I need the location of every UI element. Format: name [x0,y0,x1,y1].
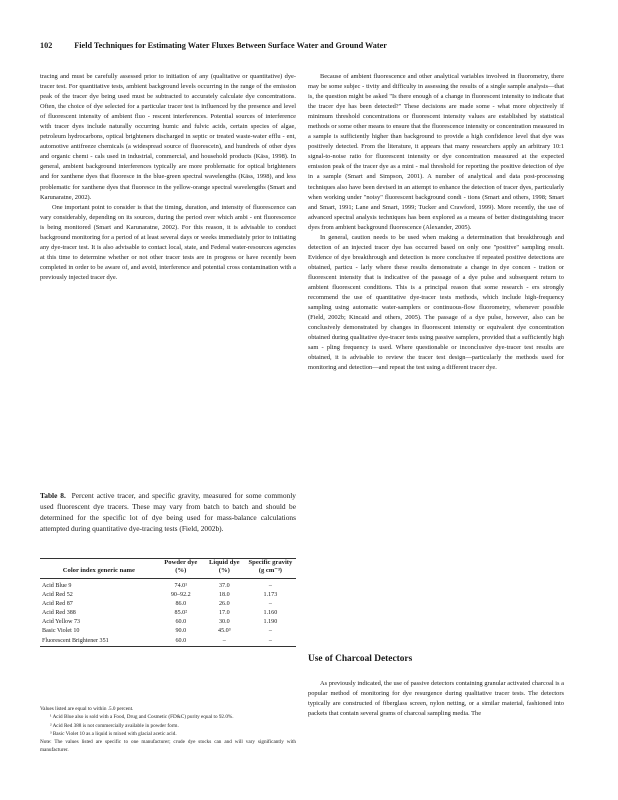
table-row [40,618,296,627]
page-header [40,41,580,50]
header-generic-name: Color index generic name [62,567,135,574]
table-row [40,637,296,647]
section-heading: Use of Charcoal Detectors [308,654,413,664]
table-caption-label: Table 8. [40,491,66,500]
row-name: Basic Violet 10 [42,628,80,635]
row-liquid: 30.0 [218,619,230,626]
table-note: Note: The values listed are specific to one manufacturer; crude dye stocks can and will vary significantly with manufacturer. [40,739,296,754]
row-liquid: – [222,637,226,644]
row-gravity: – [268,628,272,635]
row-gravity: 1.160 [263,610,278,617]
table-caption-text: Percent active tracer, and specific gravity, measured for some commonly used fluorescent dye tracers. These may vary from batch to batch and should be determined for the specific lot of dye being used for mass-balance calculations attempted during quantitative dye-tracing tests (Field, 2002b). [40,491,296,533]
table-notes [40,705,296,755]
header-specific-gravity: Specific gravity (g cm⁻³) [248,559,293,574]
row-powder: 60.0 [175,637,187,644]
right-column [308,72,564,373]
row-liquid: 45.0³ [218,628,231,635]
table-note: Values listed are equal to within .5.0 percent. [40,706,134,712]
right-paragraph-2: In general, caution needs to be used when making a determination that breakthrough and detection of an injected tracer dye has occurred based on only one "positive" sampling result. Evidence of dye breakthrough and detection is more conclusive if repeated positive detections are obtained, particu - larly where these results demonstrate a change in dye concen - tration or fluorescent intensity that is indicative of the passage of a dye pulse and subsequent return to ambient fluorescent conditions. This is a principal reason that some research - ers strongly recommend the use of quantitative dye-tracer tests methods, which include high-frequency sampling using automatic water-samplers or continuous-flow fluorometry, whenever possible (Field, 2002b; Kincaid and others, 2005). The passage of a dye pulse, however, also can be conclusively demonstrated by changes in fluorescent intensity or equivalent dye concentration obtained during qualitative dye-tracer tests using passive samplers, provided that a sufficiently high sam - pling frequency is used. Where questionable or inconclusive dye-tracer test results are obtained, it is advisable to review the tracer test design—particularly the methods used for monitoring and detection—and repeat the test using a different tracer dye. [308,233,564,372]
row-gravity: – [268,601,272,608]
table-note: ³ Basic Violet 10 as a liquid is mixed with glacial acetic acid. [50,730,177,737]
row-gravity: – [268,583,272,589]
row-powder: 74.0¹ [174,583,188,589]
row-name: Acid Blue 9 [42,583,72,589]
running-title: Field Techniques for Estimating Water Fluxes Between Surface Water and Ground Water [74,41,387,50]
row-gravity: 1.190 [263,619,278,626]
row-powder: 90.0 [175,628,187,635]
left-column [40,72,296,283]
row-powder: 85.0² [174,610,188,617]
row-liquid: 37.0 [218,583,230,589]
right-paragraph-3: As previously indicated, the use of passive detectors containing granular activated charcoal is a popular method of monitoring for dye resurgence during qualitative tracer tests. The detectors typically are constructed of fiberglass screen, nylon netting, or a similar material, fashioned into packets that contain several grams of charcoal sampling media. The [308,680,564,718]
header-liquid-dye: Liquid dye (%) [209,559,240,574]
row-gravity: – [268,637,272,644]
row-powder: 60.0 [175,619,187,626]
table-row [40,627,296,636]
row-liquid: 17.0 [218,610,230,617]
right-paragraph-1: Because of ambient fluorescence and other analytical variables involved in fluorometry, there may be some subjec - tivity and difficulty in assessing the results of a single sample analysis—that is, the question might be asked "Is there enough of a change in fluorescent intensity to indicate that the tracer dye has been detected?" These decisions are made some - what more objectively if minimum threshold concentrations or fluorescent intensity values are established by statistical methods or some other means to ensure that the fluorescence intensity or concentration measured in a sample is sufficiently higher than background to provide a high confidence level that dye was positively detected. From the literature, it appears that many researchers apply an arbitrary 10:1 signal-to-noise ratio for fluorescent intensity or dye concentration measured at the expected emission peak of the tracer dye as a mini - mal threshold for reporting the positive detection of dye in a sample (Smart and Simpson, 2001). A number of analytical and data post-processing techniques also have been devised in an attempt to enhance the detection of tracer dyes, particularly when working under "noisy" fluorescent background condi - tions (Smart and others, 1998; Smart and Smart, 1991; Lane and Smart, 1999; Tucker and Crawford, 1999). More recently, the use of advanced spectral analysis techniques has been explored as a means of better distinguishing tracer dyes from ambient background fluorescence (Alexander, 2005). [308,73,564,231]
row-gravity: 1.173 [263,592,278,599]
row-name: Acid Red 52 [42,592,73,599]
row-liquid: 26.0 [218,601,230,608]
table-row [40,609,296,618]
row-liquid: 18.0 [218,592,230,599]
left-paragraph-2: One important point to consider is that the timing, duration, and intensity of fluorescence can vary considerably, depending on its sources, during the period over which ambi - ent fluorescence is being monitored (Smart and Karunaratne, 2002). For this reason, it is advisable to conduct background monitoring for a period of at least several days or weeks immediately prior to initiating any dye-tracer test. It is also advisable to contact local, state, and Federal water-resources agencies at this time to determine whether or not other tracer tests are in progress or have recently been completed in order to be aware of, and avoid, interference and potential cross contamination with a previously injected tracer dye. [40,203,296,281]
table-caption [40,490,296,534]
dye-tracer-table [40,558,296,647]
row-name: Acid Red 87 [42,601,73,608]
table-row [40,600,296,609]
table-note: ¹ Acid Blue also is sold with a Food, Drug and Cosmetic (FD&C) purity equal to 92.0%. [50,714,234,721]
row-powder: 90–92.2 [170,592,191,599]
page-number: 102 [40,41,53,50]
left-paragraph-1: tracing and must be carefully assessed prior to initiation of any (qualitative or quantitative) dye-tracer test. For quantitative tests, ambient background levels occurring in the range of the emission peak of the tracer dye being used must be subtracted to accurately calculate dye concentrations. Often, the choice of dye selected for a particular tracer test is influenced by the presence and level of fluorescent intensity of ambient fluo - rescent interferences. Potential sources of interference with tracer dyes include naturally occurring humic and fulvic acids, certain species of algae, petroleum hydrocarbons, optical brighteners discharged in septic or treated waste-water efflu - ent, automotive antifreeze chemicals (a widespread source of fluorescein), and hundreds of other dyes and organic chemi - cals used in industrial, commercial, and household products (Käss, 1998). In general, ambient background interferences typically are more problematic for optical brighteners and for xanthene dyes that fluoresce in the blue-green spectral wavelengths (Käss, 1998), and less problematic for xanthene dyes that fluoresce in the yellow-orange spectral wavelengths (Smart and Karunaratne, 2002). [40,73,296,201]
header-powder-dye: Powder dye (%) [164,559,198,574]
table-note: ² Acid Red 388 is not commercially available in powder form. [50,722,179,729]
table-header-row [40,559,296,579]
table-row [40,579,296,592]
row-name: Acid Yellow 73 [42,619,81,626]
row-name: Acid Red 388 [42,610,76,617]
row-name: Fluorescent Brightener 351 [42,637,109,644]
right-column-continued [308,679,564,719]
table-row [40,591,296,600]
row-powder: 86.0 [175,601,187,608]
